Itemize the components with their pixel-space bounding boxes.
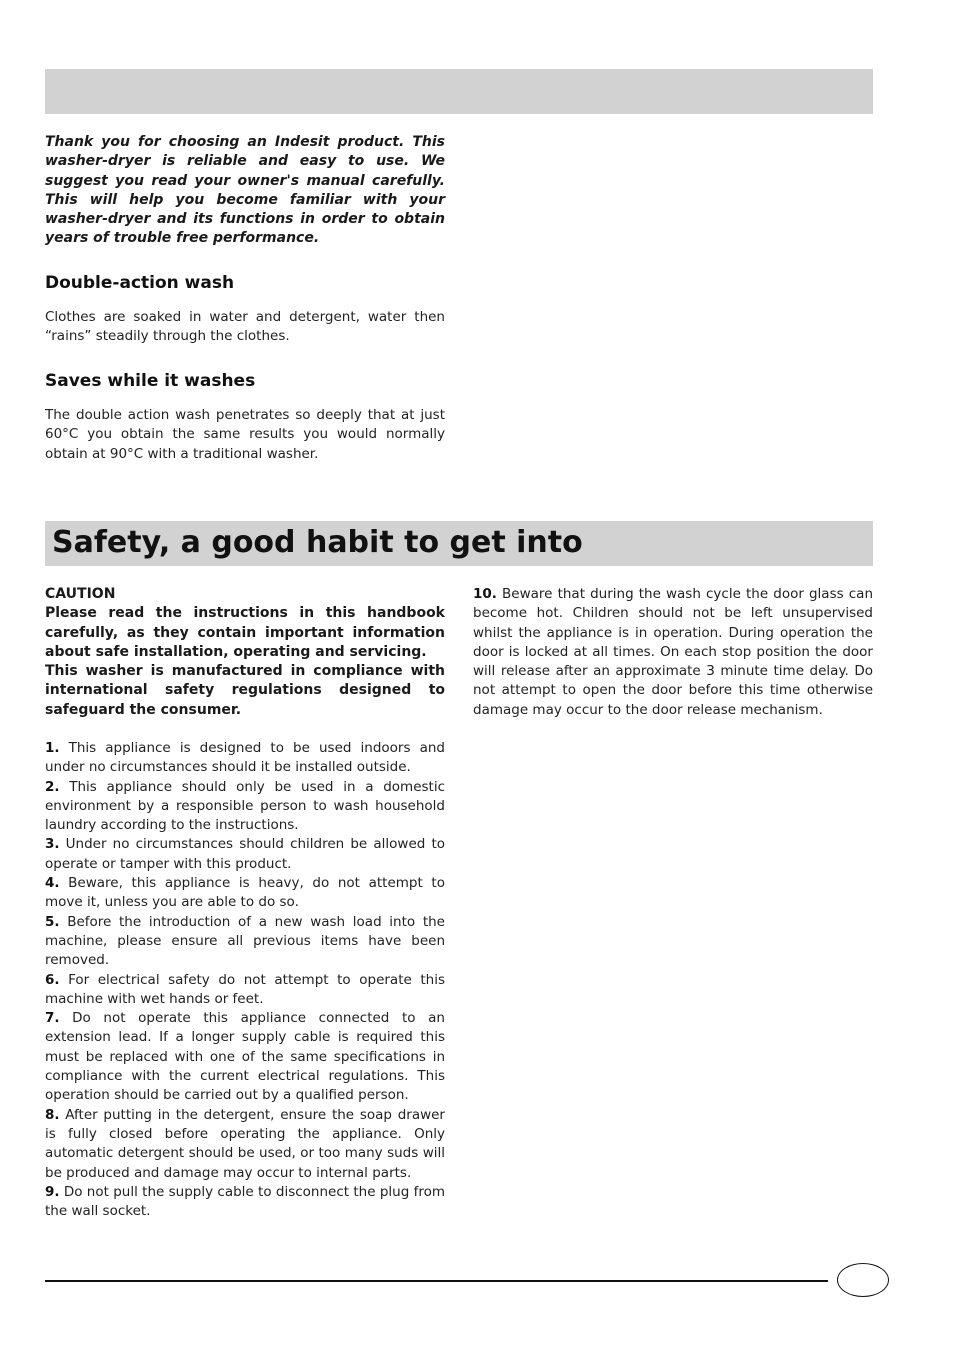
section-heading-double-action: Double-action wash — [45, 273, 235, 293]
safety-list-right — [473, 585, 873, 720]
item-number: 8. — [45, 1106, 60, 1123]
safety-title-band — [45, 521, 873, 566]
item-number: 2. — [45, 778, 60, 795]
item-number: 7. — [45, 1010, 60, 1027]
list-item — [45, 913, 445, 971]
page-number-oval — [837, 1263, 889, 1297]
list-item — [45, 1106, 445, 1183]
safety-title: Safety, a good habit to get into — [52, 525, 583, 560]
section-body-saves: The double action wash penetrates so deeply that at just 60°C you obtain the same results you would normally obtain at 90°C with a traditional washer. — [45, 407, 445, 462]
item-text: Under no circumstances should children be allowed to operate or tamper with this product. — [45, 836, 445, 872]
list-item — [45, 778, 445, 836]
item-number: 3. — [45, 836, 60, 853]
item-number: 4. — [45, 875, 60, 892]
list-item — [45, 1183, 445, 1222]
list-item — [45, 739, 445, 778]
section-heading-saves: Saves while it washes — [45, 371, 256, 391]
list-item — [45, 1009, 445, 1105]
caution-block — [45, 585, 445, 720]
item-number: 5. — [45, 913, 60, 930]
item-number: 10. — [473, 586, 497, 602]
item-number: 1. — [45, 740, 60, 756]
item-text: Before the introduction of a new wash load into the machine, please ensure all previous items have been removed. — [45, 913, 445, 969]
item-text: This appliance should only be used in a domestic environment by a responsible person to wash household laundry according to the instructions. — [45, 778, 445, 834]
caution-text: This washer is manufactured in compliance with international safety regulations designed to safeguard the consumer. — [45, 663, 445, 718]
footer-rule — [45, 1280, 828, 1282]
item-text: Do not pull the supply cable to disconnect the plug from the wall socket. — [45, 1183, 445, 1220]
list-item — [45, 971, 445, 1010]
safety-list-left — [45, 739, 445, 1221]
caution-title: CAUTION — [45, 586, 116, 602]
item-number: 6. — [45, 971, 60, 988]
list-item — [45, 835, 445, 874]
item-text: This appliance is designed to be used indoors and under no circumstances should it be installed outside. — [45, 740, 445, 776]
section-body-double-action: Clothes are soaked in water and detergent, water then “rains” steadily through the clothes. — [45, 309, 445, 345]
intro-text: Thank you for choosing an Indesit product. This washer-dryer is reliable and easy to use. We suggest you read your owner's manual carefully. This will help you become familiar with your washer-dryer and its functions in order to obtain years of trouble free performance. — [45, 134, 445, 247]
item-text: After putting in the detergent, ensure the soap drawer is fully closed before operating the appliance. Only automatic detergent should be used, or too many suds will be produced and damage may occur to internal parts. — [45, 1106, 445, 1181]
list-item — [45, 874, 445, 913]
item-text: Beware, this appliance is heavy, do not attempt to move it, unless you are able to do so. — [45, 875, 445, 911]
item-text: For electrical safety do not attempt to operate this machine with wet hands or feet. — [45, 971, 445, 1007]
caution-text: Please read the instructions in this handbook carefully, as they contain important information about safe installation, operating and servicing. — [45, 605, 445, 660]
list-item — [473, 585, 873, 720]
item-text: Do not operate this appliance connected to an extension lead. If a longer supply cable is required this must be replaced with one of the same specifications in compliance with the current electrical regulations. This operation should be carried out by a qualified person. — [45, 1010, 445, 1104]
item-number: 9. — [45, 1183, 60, 1200]
intro-block — [45, 133, 445, 249]
header-band — [45, 69, 873, 114]
item-text: Beware that during the wash cycle the door glass can become hot. Children should not be left unsupervised whilst the appliance is in operation. During operation the door is locked at all times. On each stop position the door will release after an approximate 3 minute time delay. Do not attempt to open the door before this time otherwise damage may occur to the door release mechanism. — [473, 586, 873, 718]
